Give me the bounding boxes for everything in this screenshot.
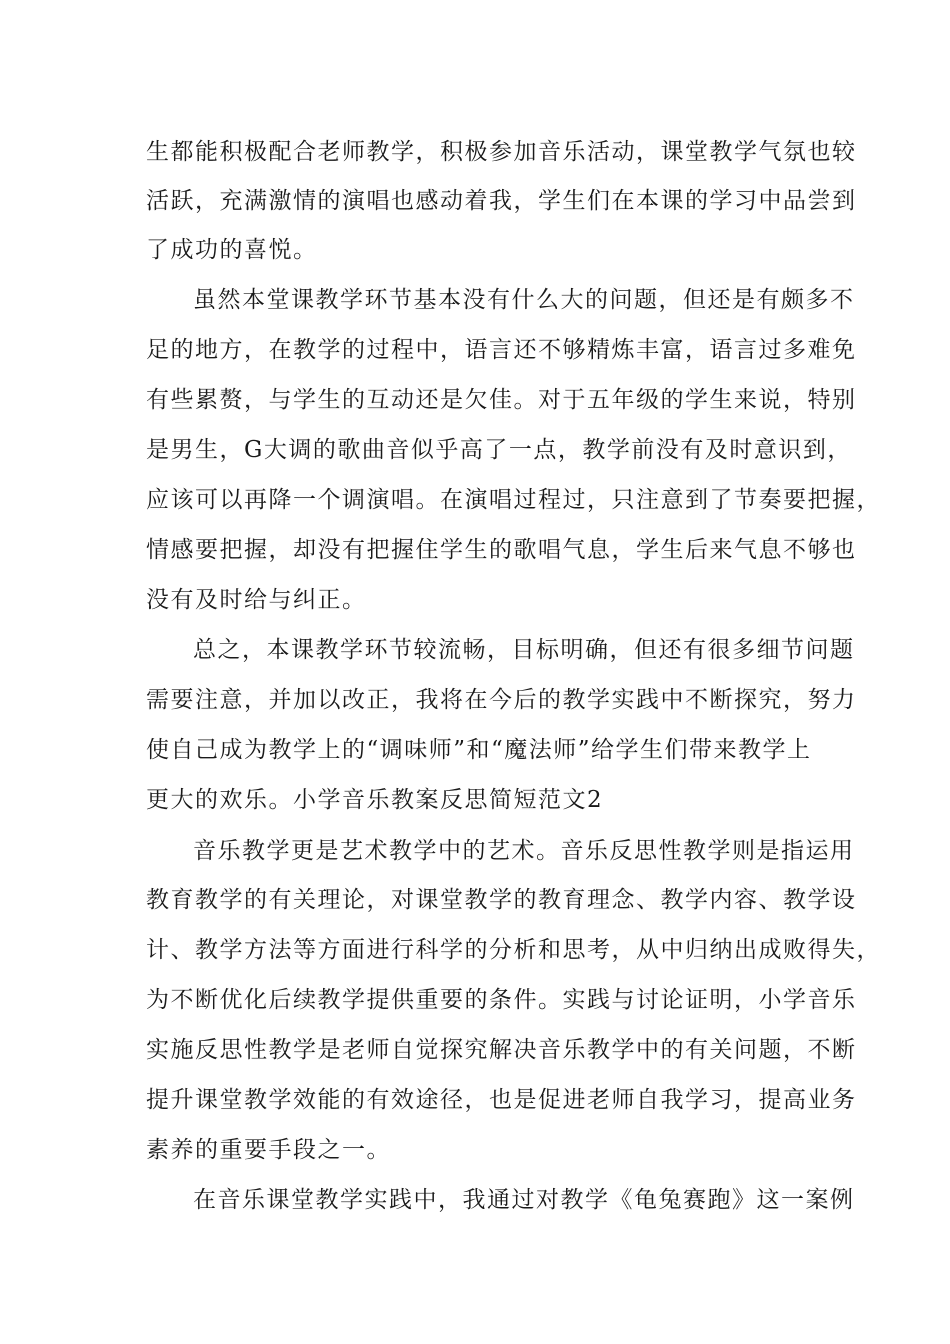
text-line: 了成功的喜悦。 (146, 237, 318, 263)
text-line: 提升课堂教学效能的有效途径，也是促进老师自我学习，提高业务 (146, 1087, 857, 1113)
text-line: 为不断优化后续教学提供重要的条件。实践与讨论证明，小学音乐 (146, 987, 857, 1013)
text-line: 计、教学方法等方面进行科学的分析和思考，从中归纳出成败得失， (146, 937, 881, 963)
text-line: 生都能积极配合老师教学，积极参加音乐活动，课堂教学气氛也较 (146, 139, 857, 165)
text-line: 总之，本课教学环节较流畅，目标明确，但还有很多细节问题 (193, 637, 855, 663)
text-line: 情感要把握，却没有把握住学生的歌唱气息，学生后来气息不够也 (146, 537, 857, 563)
text-line: 虽然本堂课教学环节基本没有什么大的问题，但还是有颇多不 (193, 287, 855, 313)
text-line: 实施反思性教学是老师自觉探究解决音乐教学中的有关问题，不断 (146, 1037, 857, 1063)
text-line: 在音乐课堂教学实践中，我通过对教学《龟兔赛跑》这一案例 (193, 1187, 855, 1213)
text-line: 足的地方，在教学的过程中，语言还不够精炼丰富，语言过多难免 (146, 337, 857, 363)
text-line: 更大的欢乐。小学音乐教案反思简短范文2 (146, 787, 604, 813)
text-line: 活跃，充满激情的演唱也感动着我，学生们在本课的学习中品尝到 (146, 188, 857, 214)
text-line: 素养的重要手段之一。 (146, 1137, 391, 1163)
text-line: 是男生，G大调的歌曲音似乎高了一点，教学前没有及时意识到， (146, 437, 852, 463)
text-line: 音乐教学更是艺术教学中的艺术。音乐反思性教学则是指运用 (193, 838, 855, 864)
text-line: 教育教学的有关理论，对课堂教学的教育理念、教学内容、教学设 (146, 887, 857, 913)
text-line: 没有及时给与纠正。 (146, 587, 367, 613)
text-line: 有些累赘，与学生的互动还是欠佳。对于五年级的学生来说，特别 (146, 387, 857, 413)
text-line: 应该可以再降一个调演唱。在演唱过程过，只注意到了节奏要把握， (146, 487, 881, 513)
text-line: 需要注意，并加以改正，我将在今后的教学实践中不断探究，努力 (146, 687, 857, 713)
text-line: 使自己成为教学上的“调味师”和“魔法师”给学生们带来教学上 (146, 737, 812, 763)
